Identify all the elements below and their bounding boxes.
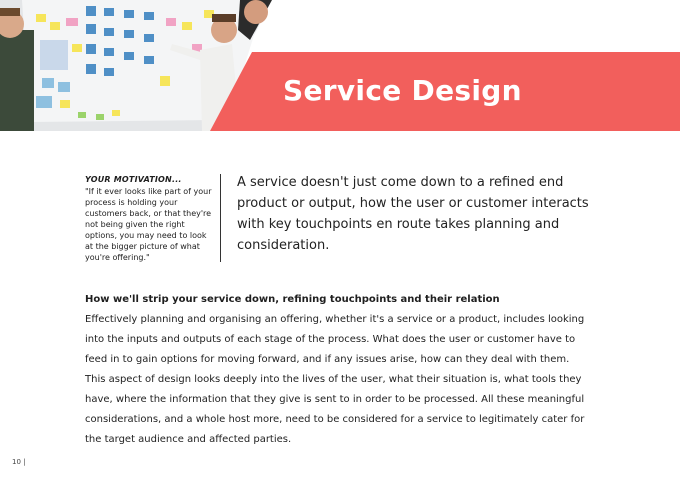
page-title: Service Design <box>283 74 522 107</box>
motivation-quote: "If it ever looks like part of your process is holding your customers back, or that they're not being given the right options, you may need to look at the bigger picture of what you're offering." <box>85 187 212 262</box>
motivation-heading: YOUR MOTIVATION... <box>85 175 182 184</box>
lead-paragraph: A service doesn't just come down to a refined end product or output, how the user or customer interacts with key touchpoints en route takes planning and consideration. <box>237 175 589 253</box>
vertical-divider <box>220 174 221 262</box>
page-number: 10 | <box>12 458 26 466</box>
section-heading: How we'll strip your service down, refining touchpoints and their relation <box>85 294 500 305</box>
motivation-sidebar <box>85 174 215 263</box>
hero-banner <box>0 0 680 131</box>
workshop-photo <box>0 0 680 131</box>
body-paragraph: Effectively planning and organising an offering, whether it's a service or a product, includes looking into the inputs and outputs of each stage of the process. What does the user or customer have to feed in to gain options for moving forward, and if any issues arise, how can they deal with them. This aspect of design looks deeply into the lives of the user, what their situation is, what tools they have, where the information that they give is sent to in order to be processed. All these meaningful considerations, and a whole host more, need to be considered for a service to legitimately cater for the target audience and affected parties. <box>85 314 585 445</box>
